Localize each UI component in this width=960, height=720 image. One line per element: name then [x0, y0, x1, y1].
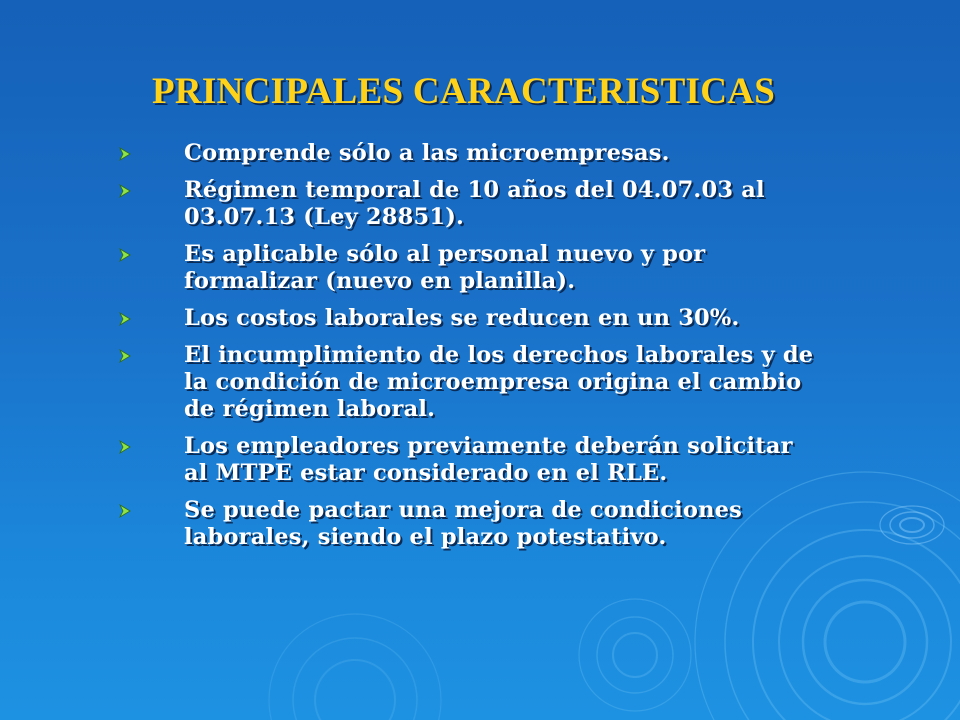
arrow-right-icon — [118, 177, 184, 198]
list-item — [118, 497, 878, 551]
list-item — [118, 305, 878, 332]
bullet-text: Se puede pactar una mejora de condiciones laborales, siendo el plazo potestativo. — [184, 497, 743, 550]
arrow-right-icon — [118, 140, 184, 161]
list-item — [118, 177, 878, 231]
slide-title: PRINCIPALES CARACTERISTICAS — [152, 71, 776, 112]
list-item — [118, 241, 878, 295]
bullet-text: Los empleadores previamente deberán solicitar al MTPE estar considerado en el RLE. — [184, 433, 793, 486]
arrow-right-icon — [118, 305, 184, 326]
bullet-list — [118, 140, 878, 561]
arrow-right-icon — [118, 342, 184, 363]
list-item — [118, 342, 878, 423]
arrow-right-icon — [118, 497, 184, 518]
list-item — [118, 433, 878, 487]
arrow-right-icon — [118, 433, 184, 454]
bullet-text: El incumplimiento de los derechos laborales y de la condición de microempresa origina el cambio de régimen laboral. — [184, 342, 814, 422]
bullet-text: Régimen temporal de 10 años del 04.07.03 al 03.07.13 (Ley 28851). — [184, 177, 765, 230]
list-item — [118, 140, 878, 167]
bullet-text: Los costos laborales se reducen en un 30%. — [184, 305, 740, 331]
bullet-text: Es aplicable sólo al personal nuevo y por formalizar (nuevo en planilla). — [184, 241, 706, 294]
bullet-text: Comprende sólo a las microempresas. — [184, 140, 670, 166]
arrow-right-icon — [118, 241, 184, 262]
